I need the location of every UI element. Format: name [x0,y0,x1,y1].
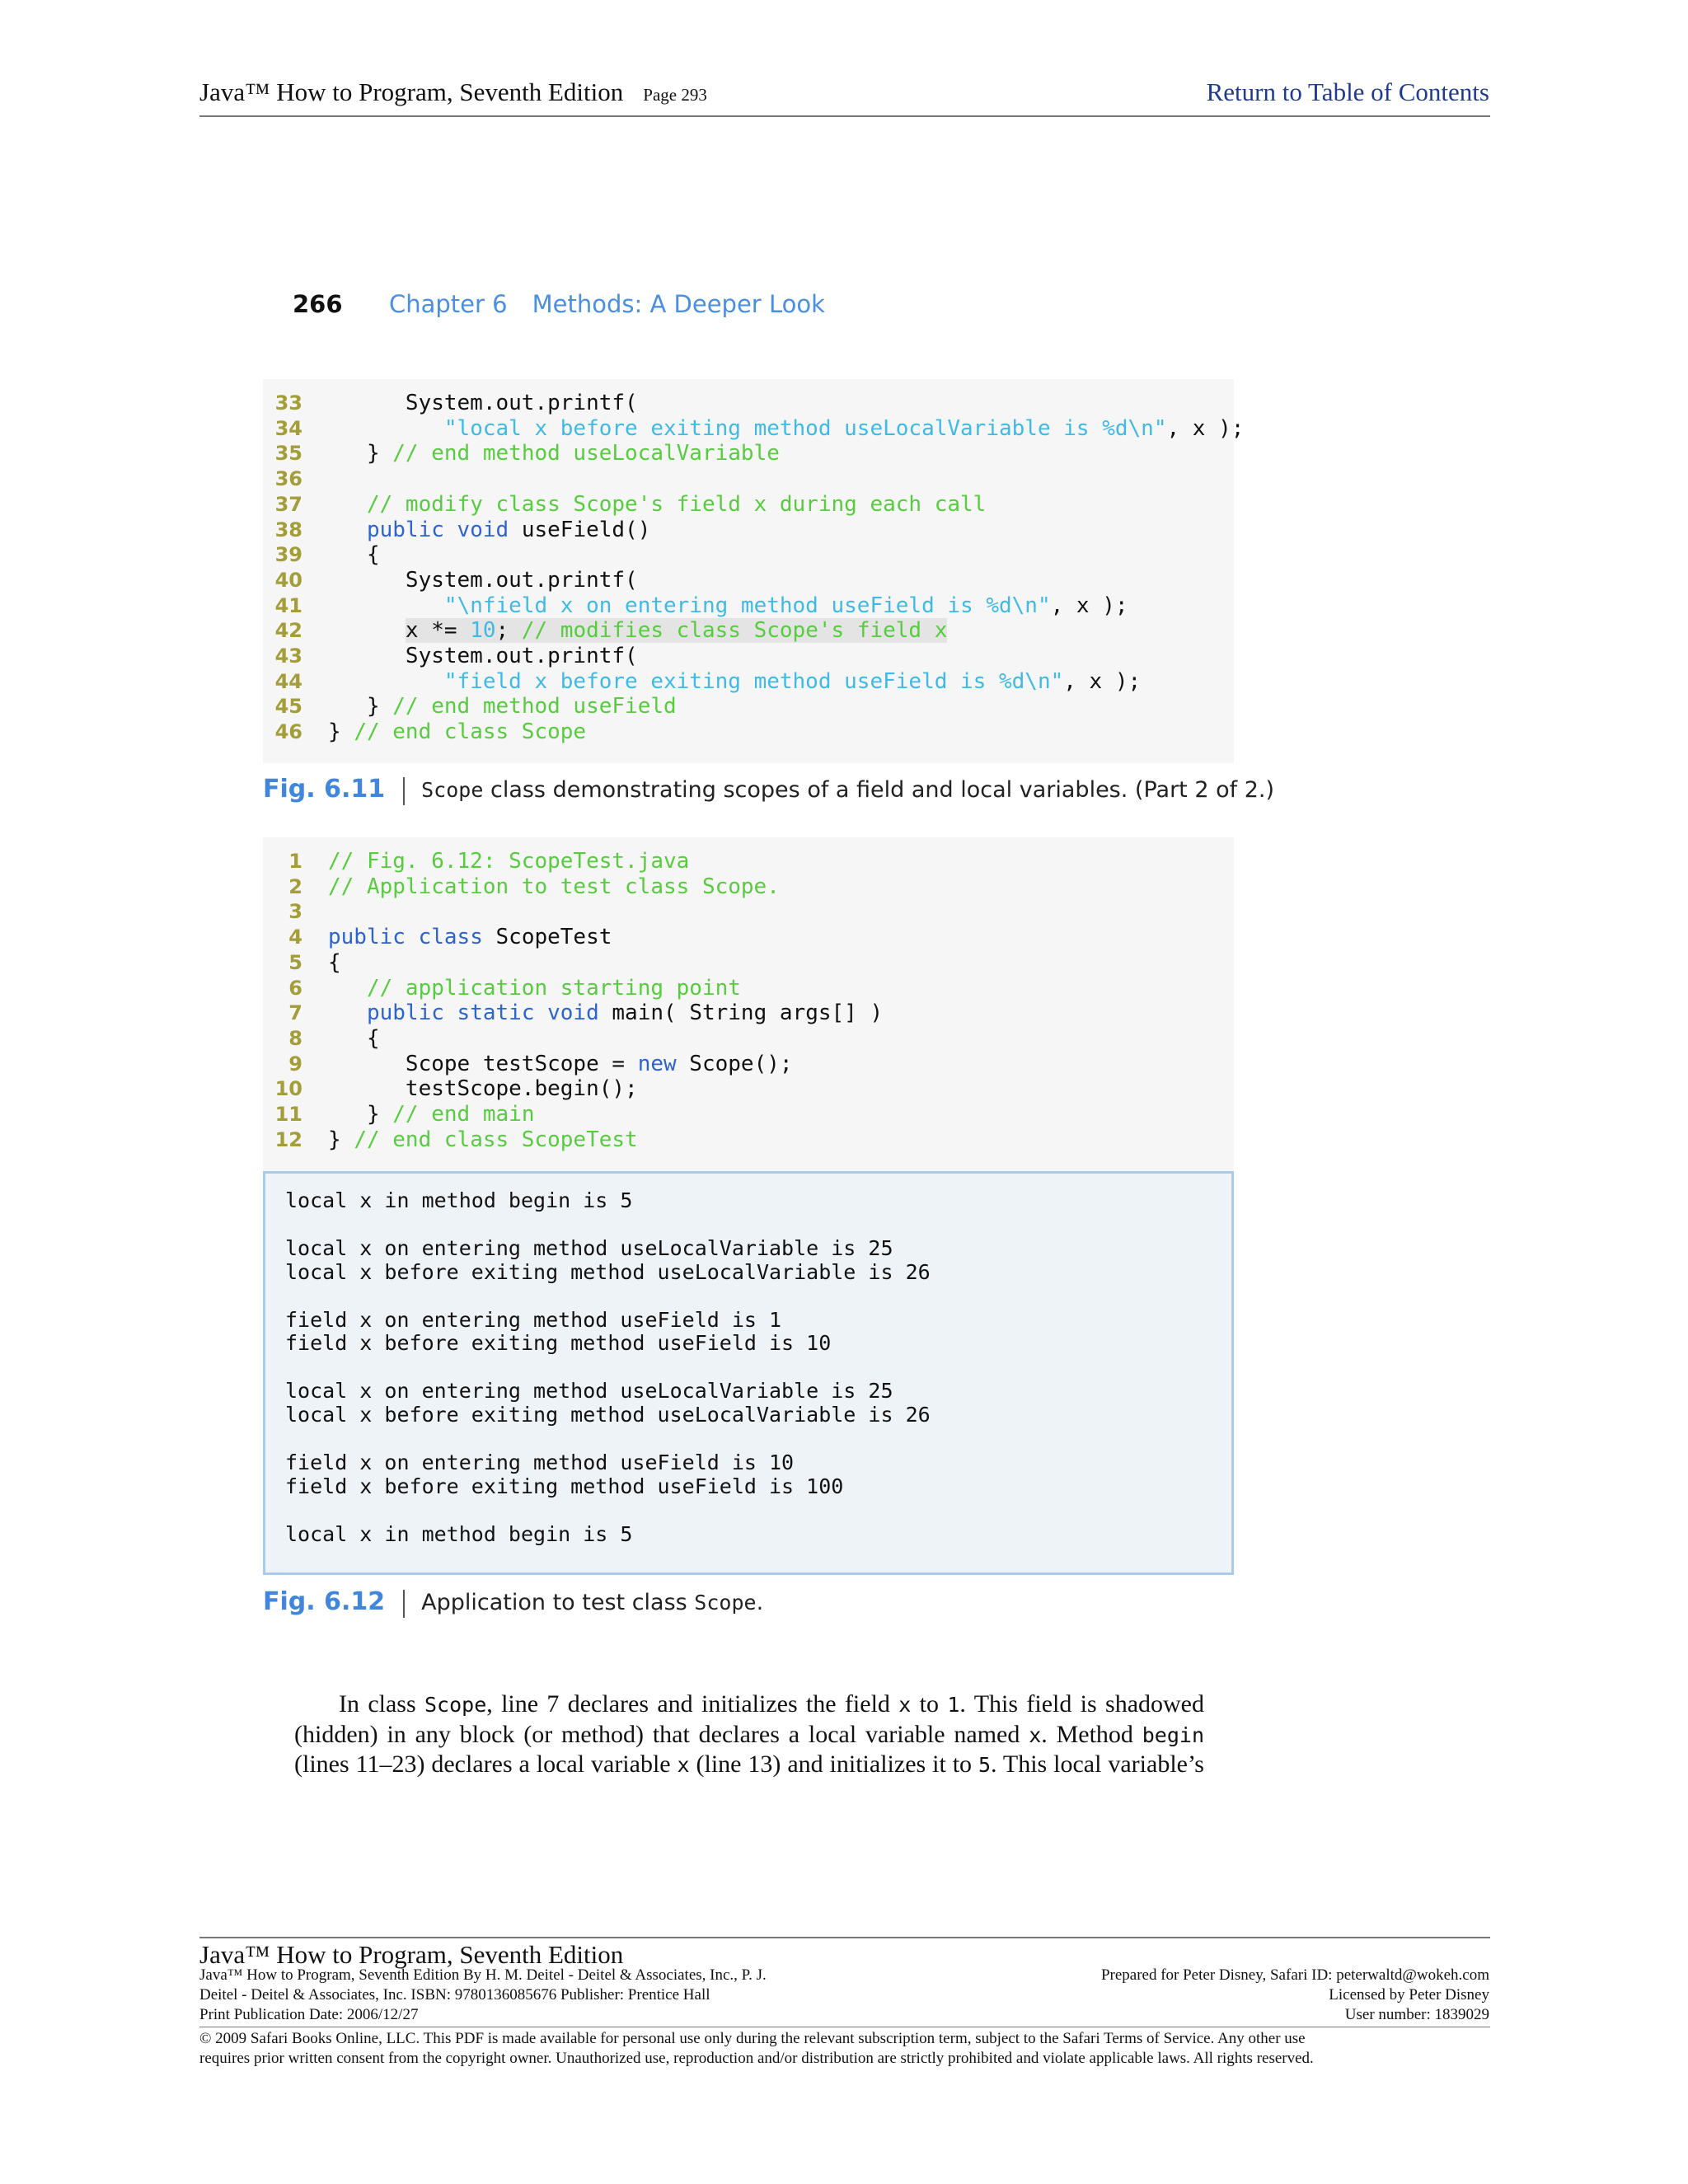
figure-label: Fig. 6.12 [263,1587,386,1616]
caption-separator [403,1590,405,1618]
text-run: . This field is shadowed [959,1690,1204,1718]
footer-publication-date: Print Publication Date: 2006/12/27 [199,2006,419,2023]
code-line [263,1052,793,1077]
caption-code-word: Scope [694,1591,757,1615]
copyright-line-2: requires prior written consent from the copyright owner. Unauthorized use, reproduction and/or distribution are strictly prohibited and violate applicable laws. All rights reserved. [199,2050,1314,2067]
inline-code: 5 [978,1753,992,1777]
code-text: "local x before exiting method useLocalVariable is %d\n", x ); [443,415,1245,441]
code-text: { [328,542,380,568]
output-line: local x in method begin is 5 [285,1188,633,1212]
code-text: } // end class Scope [328,719,587,745]
code-line [263,1127,638,1153]
line-number: 38 [274,518,302,541]
line-number: 40 [274,568,302,592]
code-line [263,593,1128,619]
code-line [263,925,612,950]
paragraph-line-2 [294,1720,1204,1750]
code-line [263,518,650,543]
output-line: local x before exiting method useLocalVariable is 26 [285,1403,931,1427]
code-text: public class ScopeTest [328,925,612,950]
footer-copyright [199,2029,1490,2069]
line-number: 4 [288,926,302,949]
inline-code: begin [1142,1723,1205,1747]
caption-separator [403,777,405,805]
code-line [263,466,328,492]
text-run: to [911,1690,948,1718]
line-number: 36 [274,467,302,491]
caption-text: class demonstrating scopes of a field and local variables. (Part 2 of 2.) [483,777,1274,803]
code-line [263,391,638,416]
caption-text: Application to test class [421,1590,695,1615]
code-text: { [328,1025,380,1051]
code-line [263,976,741,1001]
code-line [263,644,638,669]
line-number: 42 [274,619,302,643]
code-line [263,669,1141,695]
code-line [263,618,947,644]
code-line [263,416,1244,442]
chapter-title: Methods: A Deeper Look [532,290,825,318]
inline-code: x [898,1693,912,1717]
line-number: 44 [274,669,302,693]
program-output [263,1171,1234,1575]
header-divider [199,115,1490,117]
code-text: // Fig. 6.12: ScopeTest.java [328,849,690,874]
line-number: 35 [274,442,302,466]
code-text: // Application to test class Scope. [328,874,780,899]
inline-code: 1 [947,1693,960,1717]
code-listing-scopetest [263,837,1234,1172]
text-run: . Method [1041,1721,1142,1748]
line-number: 34 [274,416,302,440]
code-line [263,492,986,518]
code-line [263,874,780,900]
line-number: 45 [274,695,302,719]
line-number: 5 [288,950,302,974]
caption-code-word: Scope [421,778,484,802]
code-line [263,542,380,568]
line-number: 9 [288,1052,302,1076]
figure-caption-6-12 [263,1587,763,1618]
output-line: field x before exiting method useField is 100 [285,1474,844,1498]
code-text: { [328,949,341,975]
paragraph-line-3 [294,1750,1204,1780]
line-number: 46 [274,720,302,744]
output-line: field x on entering method useField is 1 [285,1307,782,1332]
code-text: public static void main( String args[] ) [366,1001,884,1026]
code-text: public void useField() [366,517,651,542]
text-run: (hidden) in any block (or method) that declares a local variable named [294,1721,1029,1748]
output-line: local x on entering method useLocalVariable is 25 [285,1379,893,1404]
line-number: 39 [274,543,302,567]
text-run: (line 13) and initializes it to [689,1750,978,1778]
code-line [263,1102,534,1127]
output-line: local x before exiting method useLocalVariable is 26 [285,1259,931,1284]
line-number: 12 [274,1127,302,1151]
footer-citation-line-2: Deitel - Deitel & Associates, Inc. ISBN: 9780136085676 Publisher: Prentice Hall [199,1986,710,2004]
book-page-number: 266 [293,290,343,318]
code-text: } // end method useLocalVariable [328,441,780,466]
code-line [263,899,328,925]
code-text: x *= 10; // modifies class Scope's field x [405,618,948,644]
chapter-heading [389,290,850,318]
text-run: , line 7 declares and initializes the field [486,1690,899,1718]
code-line [263,1026,380,1052]
output-line: field x before exiting method useField is 10 [285,1331,832,1356]
inline-code: Scope [424,1693,487,1717]
paragraph-line-1 [294,1690,1204,1720]
figure-caption-6-11 [263,775,1274,805]
footer-prepared-for: Prepared for Peter Disney, Safari ID: peterwaltd@wokeh.com [1100,1966,1489,1984]
return-to-toc-link[interactable]: Return to Table of Contents [1206,77,1489,106]
copyright-line-1: © 2009 Safari Books Online, LLC. This PDF is made available for personal use only during the relevant subscription term, subject to the Safari Terms of Service. Any other use [199,2030,1306,2047]
code-text: testScope.begin(); [328,1076,638,1102]
footer-book-title: Java™ How to Program, Seventh Edition [199,1940,624,1969]
line-number: 43 [274,644,302,668]
line-number: 10 [274,1077,302,1101]
line-number: 6 [288,976,302,1000]
text-run: (lines 11–23) declares a local variable [294,1750,678,1778]
code-text: "\nfield x on entering method useField is %d\n", x ); [443,593,1128,618]
caption-tail: . [756,1590,764,1615]
code-listing-scope [263,379,1245,763]
chapter-number: Chapter 6 [389,290,508,318]
code-text: Scope testScope = new Scope(); [328,1051,793,1076]
figure-label: Fig. 6.11 [263,775,386,804]
text-run: In class [339,1690,424,1718]
code-line [263,719,586,745]
code-text: System.out.printf( [328,567,638,593]
code-line [263,568,638,593]
header-page-label: Page 293 [643,85,707,105]
line-number: 11 [274,1103,302,1126]
code-text: System.out.printf( [328,391,638,415]
code-line [263,694,677,719]
footer-user-number: User number: 1839029 [1344,2006,1489,2023]
line-number: 7 [288,1001,302,1025]
code-text: // application starting point [366,975,741,1001]
inline-code: x [1029,1723,1042,1747]
code-text: System.out.printf( [328,644,638,668]
code-line [263,849,689,874]
line-number: 2 [288,874,302,898]
line-number: 33 [274,391,302,415]
footer-divider [199,1937,1490,1938]
code-text: } // end method useField [328,694,677,719]
line-number: 3 [288,900,302,924]
code-text: } // end class ScopeTest [328,1127,638,1152]
code-line [263,441,780,466]
code-line [263,1076,638,1102]
text-run: . This local variable’s [991,1750,1204,1778]
output-line: local x on entering method useLocalVariable is 25 [285,1235,893,1260]
line-number: 1 [288,850,302,873]
footer-licensed-by: Licensed by Peter Disney [1329,1986,1489,2004]
code-line [263,1001,883,1026]
output-line: field x on entering method useField is 10 [285,1450,795,1474]
line-number: 37 [274,492,302,516]
line-number: 8 [288,1026,302,1050]
inline-code: x [677,1753,690,1777]
output-line: local x in method begin is 5 [285,1521,633,1546]
line-number: 41 [274,593,302,617]
header-book-title [199,77,707,107]
code-line [263,950,341,976]
code-text: "field x before exiting method useField is %d\n", x ); [443,668,1142,694]
header-book-title-text: Java™ How to Program, Seventh Edition [199,77,624,106]
footer-citation-line-1: Java™ How to Program, Seventh Edition By H. M. Deitel - Deitel & Associates, Inc., P. J. [199,1966,767,1984]
code-text: // modify class Scope's field x during each call [366,491,987,517]
code-text: } // end main [328,1102,535,1127]
